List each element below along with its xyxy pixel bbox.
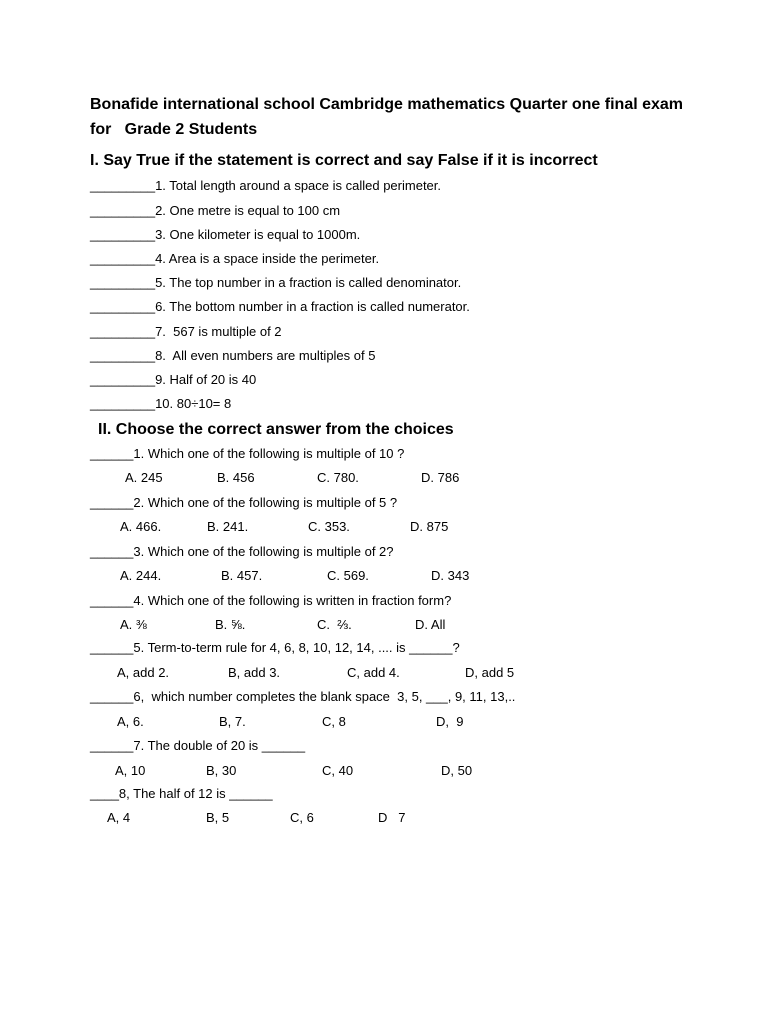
section-2-heading: II. Choose the correct answer from the choices — [98, 421, 454, 438]
q3-option-b: B. 457. — [221, 568, 263, 583]
q5-option-c: C, add 4. — [347, 665, 400, 680]
choice-question-5: ______5. Term-to-term rule for 4, 6, 8, 10, 12, 14, .... is ______? — [90, 640, 460, 655]
true-false-item-6: _________6. The bottom number in a fraction is called numerator. — [90, 299, 470, 314]
true-false-item-5: _________5. The top number in a fraction is called denominator. — [90, 275, 462, 290]
q4-option-d: D. All — [415, 617, 446, 632]
q8-option-b: B, 5 — [206, 810, 230, 825]
q2-option-b: B. 241. — [207, 519, 249, 534]
q2-option-a: A. 466. — [120, 519, 162, 534]
choice-question-3: ______3. Which one of the following is multiple of 2? — [90, 544, 394, 559]
q8-option-a: A, 4 — [107, 810, 131, 825]
q6-option-a: A, 6. — [117, 714, 144, 729]
q2-option-d: D. 875 — [410, 519, 449, 534]
true-false-item-9: _________9. Half of 20 is 40 — [90, 372, 257, 387]
choice-question-6: ______6, which number completes the blank space 3, 5, ___, 9, 11, 13,.. — [90, 689, 516, 704]
true-false-item-7: _________7. 567 is multiple of 2 — [90, 324, 282, 339]
true-false-item-4: _________4. Area is a space inside the perimeter. — [90, 251, 380, 266]
q6-option-d: D, 9 — [436, 714, 464, 729]
choice-question-8: ____8, The half of 12 is ______ — [90, 786, 273, 801]
q4-option-b: B. ⅝. — [215, 617, 246, 632]
q3-option-d: D. 343 — [431, 568, 470, 583]
true-false-item-3: _________3. One kilometer is equal to 1000m. — [90, 227, 361, 242]
true-false-item-10: _________10. 80÷10= 8 — [90, 396, 232, 411]
true-false-item-8: _________8. All even numbers are multiples of 5 — [90, 348, 376, 363]
choice-question-2: ______2. Which one of the following is multiple of 5 ? — [90, 495, 398, 510]
q1-option-c: C. 780. — [317, 470, 359, 485]
q5-option-a: A, add 2. — [117, 665, 170, 680]
q7-option-a: A, 10 — [115, 763, 146, 778]
choice-question-4: ______4. Which one of the following is written in fraction form? — [90, 593, 452, 608]
q6-option-c: C, 8 — [322, 714, 346, 729]
q2-option-c: C. 353. — [308, 519, 350, 534]
q4-option-c: C. ⅔. — [317, 617, 352, 632]
q1-option-d: D. 786 — [421, 470, 460, 485]
exam-title-line-1: Bonafide international school Cambridge mathematics Quarter one final exam — [90, 96, 684, 113]
q8-option-c: C, 6 — [290, 810, 314, 825]
q5-option-b: B, add 3. — [228, 665, 281, 680]
q1-option-b: B. 456 — [217, 470, 255, 485]
q7-option-c: C, 40 — [322, 763, 354, 778]
q7-option-b: B, 30 — [206, 763, 237, 778]
choice-question-7: ______7. The double of 20 is ______ — [90, 738, 306, 753]
q4-option-a: A. ⅜ — [120, 617, 147, 632]
exam-title-line-2: for Grade 2 Students — [90, 121, 258, 138]
q7-option-d: D, 50 — [441, 763, 473, 778]
q1-option-a: A. 245 — [125, 470, 163, 485]
section-1-heading: I. Say True if the statement is correct and say False if it is incorrect — [90, 152, 598, 169]
choice-question-1: ______1. Which one of the following is multiple of 10 ? — [90, 446, 405, 461]
q3-option-c: C. 569. — [327, 568, 369, 583]
q3-option-a: A. 244. — [120, 568, 162, 583]
q5-option-d: D, add 5 — [465, 665, 515, 680]
true-false-item-2: _________2. One metre is equal to 100 cm — [90, 203, 341, 218]
q8-option-d: D 7 — [378, 810, 406, 825]
true-false-item-1: _________1. Total length around a space is called perimeter. — [90, 178, 442, 193]
q6-option-b: B, 7. — [219, 714, 246, 729]
